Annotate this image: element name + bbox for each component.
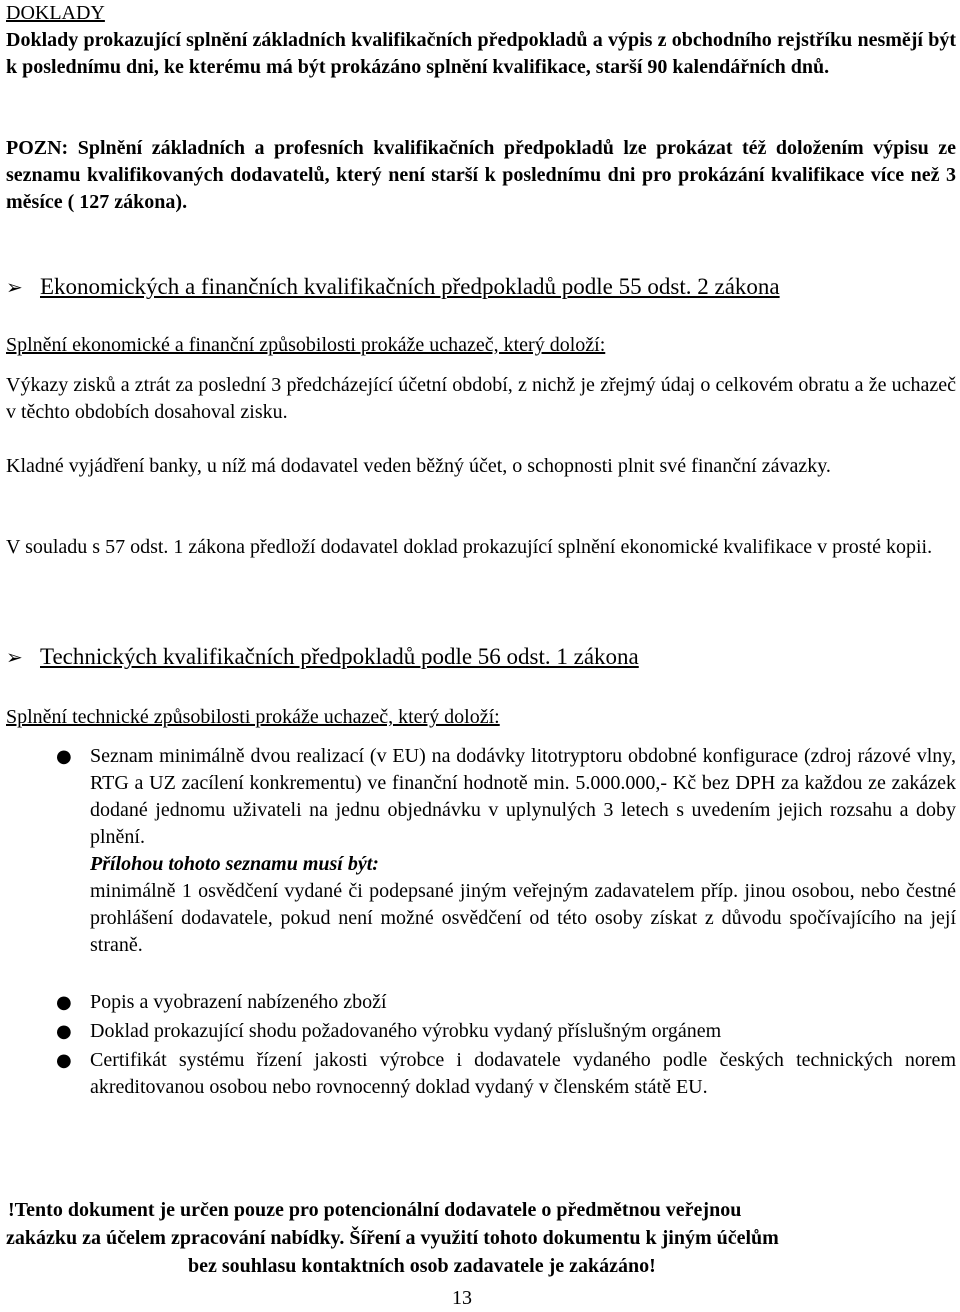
attachment-text: minimálně 1 osvědčení vydané či podepsané jiným veřejným zadavatelem příp. jinou osobou, nebo čestné prohlášení dodavatele, pokud není možné osvědčení od této osoby získat z důvodu spočívajícího na její straně. xyxy=(90,880,956,956)
bullet-dot-icon: ● xyxy=(56,746,72,767)
list-item xyxy=(6,989,956,1016)
economic-paragraph-1: Výkazy zisků a ztrát za poslední 3 předcházející účetní období, z nichž je zřejmý údaj o celkovém obratu a že uchazeč v těchto obdobích dosahoval zisku. xyxy=(6,374,956,423)
economic-paragraph-2: Kladné vyjádření banky, u níž má dodavatel veden běžný účet, o schopnosti plnit své finanční závazky. xyxy=(6,455,831,477)
section-heading-technical-text: Technických kvalifikačních předpokladů podle 56 odst. 1 zákona xyxy=(40,644,639,669)
bullet-dot-icon: ● xyxy=(56,1050,72,1071)
list-item-text: Popis a vyobrazení nabízeného zboží xyxy=(90,991,387,1013)
section-heading-technical xyxy=(6,643,639,671)
document-title: DOKLADY xyxy=(6,2,105,24)
intro-paragraph: Doklady prokazující splnění základních kvalifikačních předpokladů a výpis z obchodního rejstříku nesmějí být k poslednímu dni, ke kterému má být prokázáno splnění kvalifikace, starší 90 kalendářních dnů. xyxy=(6,29,956,78)
notice-line-3: bez souhlasu kontaktních osob zadavatele je zakázáno! xyxy=(188,1255,656,1277)
notice-line-2: zakázku za účelem zpracování nabídky. Šíření a využití tohoto dokumentu k jiným účelům xyxy=(6,1227,779,1249)
economic-lead: Splnění ekonomické a finanční způsobilosti prokáže uchazeč, který doloží: xyxy=(6,334,606,356)
arrow-marker-icon: ➢ xyxy=(6,275,23,299)
technical-list-1 xyxy=(6,743,956,959)
arrow-marker-icon: ➢ xyxy=(6,645,23,669)
technical-lead: Splnění technické způsobilosti prokáže uchazeč, který doloží: xyxy=(6,706,500,728)
notice-line-1: !Tento dokument je určen pouze pro potencionální dodavatele o předmětnou veřejnou xyxy=(8,1199,742,1221)
list-item-text: Seznam minimálně dvou realizací (v EU) na dodávky litotryptoru obdobné konfigurace (zdroj rázové vlny, RTG a UZ zacílení konkrementu) ve finanční hodnotě min. 5.000.000,- Kč bez DPH za každou ze zakázek dodané jednomu uživateli na jednu objednávku v uplynulých 3 letech s uvedením jejich rozsahu a doby plnění. xyxy=(90,745,956,848)
list-item xyxy=(6,1018,956,1045)
list-item-text: Certifikát systému řízení jakosti výrobce i dodavatele vydaného podle českých technických norem akreditovanou osobou nebo rovnocenný doklad vydaný v členském státě EU. xyxy=(90,1049,956,1098)
section-heading-economic xyxy=(6,273,780,301)
economic-paragraph-3: V souladu s 57 odst. 1 zákona předloží dodavatel doklad prokazující splnění ekonomické kvalifikace v prosté kopii. xyxy=(6,536,933,558)
list-item-text: Doklad prokazující shodu požadovaného výrobku vydaný příslušným orgánem xyxy=(90,1020,722,1042)
bullet-dot-icon: ● xyxy=(56,992,72,1013)
note-paragraph: POZN: Splnění základních a profesních kvalifikačních předpokladů lze prokázat též doložením výpisu ze seznamu kvalifikovaných dodavatelů, který není starší k poslednímu dni pro prokázání kvalifikace více než 3 měsíce ( 127 zákona). xyxy=(6,137,956,213)
bullet-dot-icon: ● xyxy=(56,1021,72,1042)
section-heading-economic-text: Ekonomických a finančních kvalifikačních předpokladů podle 55 odst. 2 zákona xyxy=(40,274,780,299)
list-item xyxy=(6,1047,956,1101)
technical-list-2 xyxy=(6,989,956,1101)
confidentiality-notice xyxy=(6,1196,956,1280)
list-item xyxy=(6,743,956,959)
attachment-heading: Přílohou tohoto seznamu musí být: xyxy=(90,853,379,875)
page-number: 13 xyxy=(452,1287,472,1309)
